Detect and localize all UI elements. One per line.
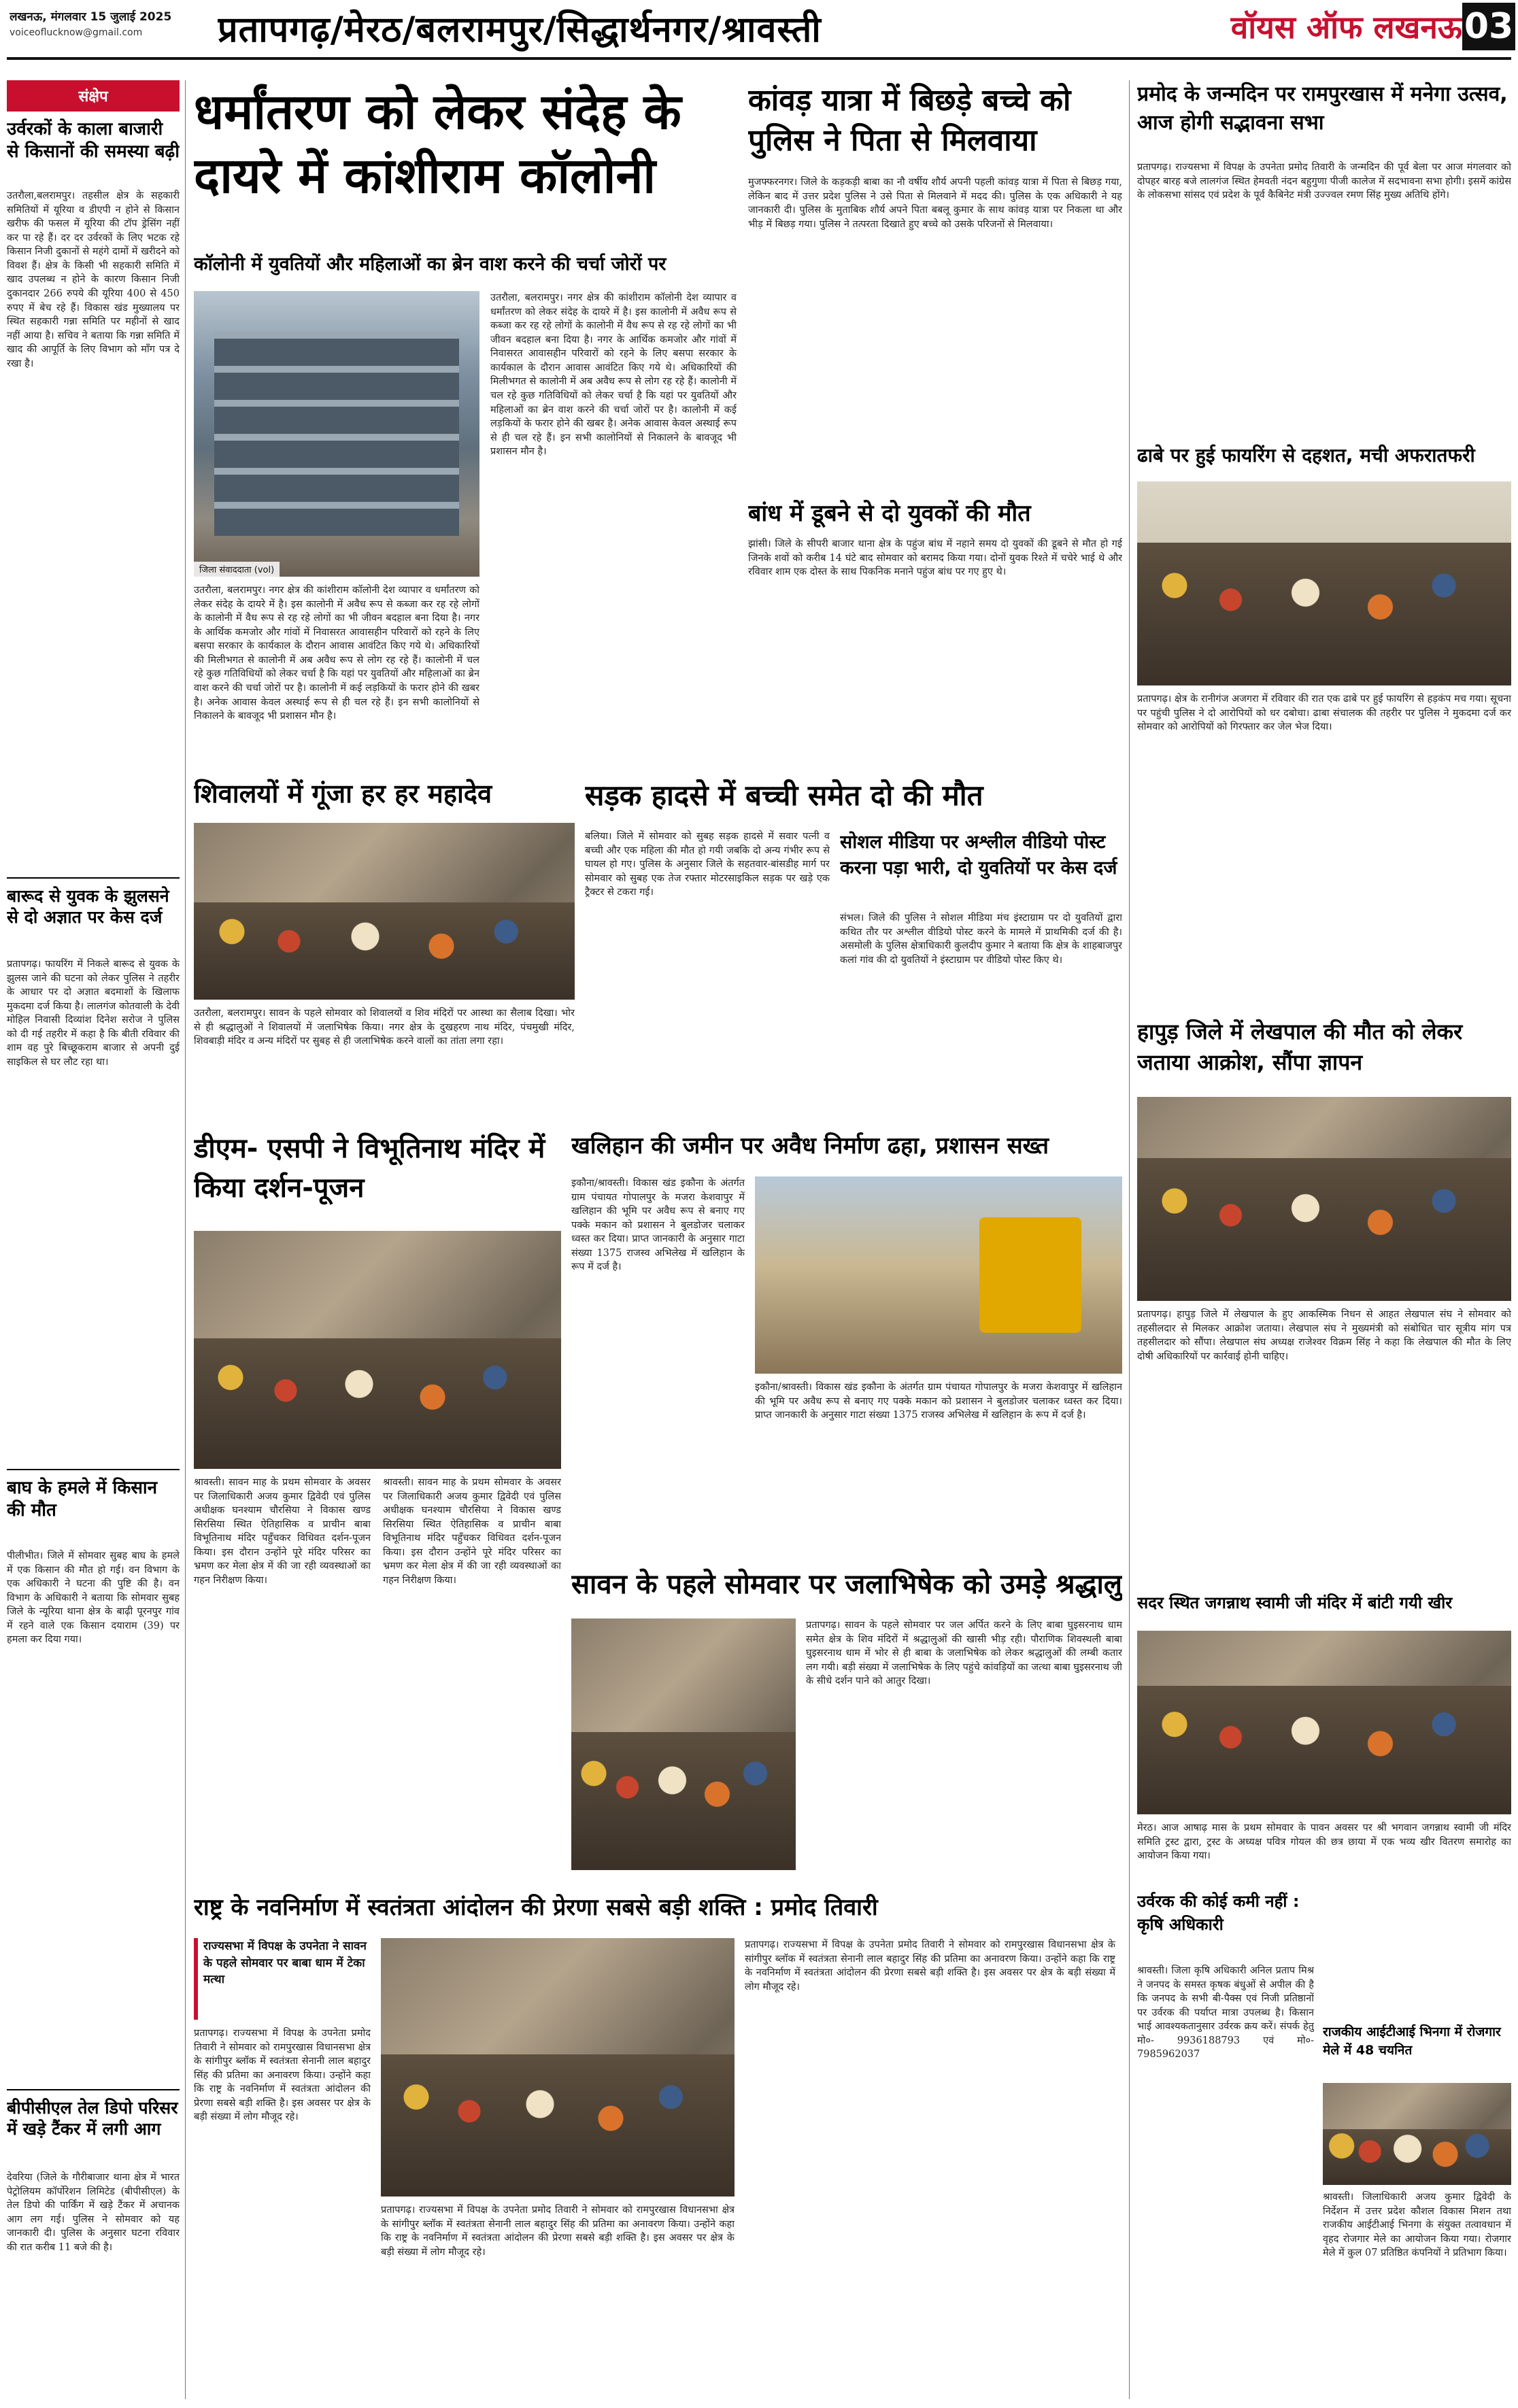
shivalaya-photo bbox=[194, 823, 575, 1000]
iti-body: श्रावस्ती। जिलाधिकारी अजय कुमार द्विवेदी के निर्देशन में उत्तर प्रदेश कौशल विकास मिशन तथा राजकीय आईटीआई भिनगा के संयुक्त तत्वावधान में वृहद रोजगार मेले का आयोजन किया गया। रोजगार मेले में कुल 07 प्रतिष्ठित कंपनियों ने प्रतिभाग किया। bbox=[1323, 2192, 1511, 2259]
lead-body-col2: उतरौला, बलरामपुर। नगर क्षेत्र की कांशीराम कॉलोनी देश व्यापार व धर्मांतरण को लेकर संदेह के दायरे में है। इस कालोनी में अवैध रूप से कब्जा कर रह रहे लोगों के कालोनी में वैध रूप से रह रहे लोगों का भी जीवन बदहाल बना दिया है। नगर के आर्थिक कमजोर और गांवों में निवासरत आवासहीन परिवारों को रहने के लिए बसपा सरकार के कार्यकाल के दौरान आवास आवंटित किए गये थे। अधिकारियों की मिलीभगत से कालोनी में अब अवैध रूप से लोग रह रहे हैं। कालोनी में चल रहे कुछ गतिविधियों को लेकर चर्चा है कि यहां पर युवतियों और महिलाओं का ब्रेन वाश करने की चर्चा जोरों पर है। कालोनी में कई लड़कियों के फरार होने की खबर है। अनेक आवास केवल अस्थाई रूप से ही चल रहे हैं। इन सभी कालोनियों से निकालने के बावजूद भी प्रशासन मौन है। bbox=[490, 292, 737, 458]
urvarak-story bbox=[1137, 1890, 1314, 2401]
rashtra-headline: राष्ट्र के नवनिर्माण में स्वतंत्रता आंदोलन की प्रेरणा सबसे बड़ी शक्ति : प्रमोद तिवारी bbox=[194, 1894, 878, 1921]
accident-body: बलिया। जिले में सोमवार को सुबह सड़क हादसे में सवार पत्नी व बच्ची और एक महिला की मौत हो गयी जबकि दो अन्य गंभीर रूप से घायल हो गए। पुलिस के अनुसार जिले के सहतवार-बांसडीह मार्ग पर सोमवार को सुबह एक तेज रफ्तार मोटरसाइकिल सड़क पर खड़े एक ट्रैक्टर से टकरा गई। bbox=[585, 831, 830, 898]
pramod-bday-headline: प्रमोद के जन्मदिन पर रामपुरखास में मनेगा उत्सव, आज होगी सद्भावना सभा bbox=[1137, 82, 1508, 135]
column-divider bbox=[1129, 80, 1130, 2399]
iti-photo bbox=[1323, 2083, 1511, 2185]
khaliyan-body: इकौना/श्रावस्ती। विकास खंड इकौना के अंतर्गत ग्राम पंचायत गोपालपुर के मजरा केशवापुर में खलिहान की भूमि पर अवैध रूप से बनाए गए पक्के मकान को प्रशासन ने बुलडोजर चलाकर ध्वस्त कर दिया। प्राप्त जानकारी के अनुसार गाटा संख्या 1375 राजस्व अभिलेख में खलिहान के रूप में दर्ज है। bbox=[571, 1178, 745, 1273]
kanwar-story bbox=[748, 80, 1122, 488]
vibhutinath-photo bbox=[194, 1231, 561, 1469]
iti-story bbox=[1323, 2023, 1511, 2401]
sawan-headline: सावन के पहले सोमवार पर जलाभिषेक को उमड़े श्रद्धालु bbox=[571, 1569, 1122, 1600]
brief-1-title: उर्वरकों के काला बाजारी से किसानों की समस्या बढ़ी bbox=[7, 119, 180, 162]
brief-divider bbox=[7, 1469, 180, 1470]
shivalaya-headline: शिवालयों में गूंजा हर हर महादेव bbox=[194, 779, 492, 809]
sadar-photo bbox=[1137, 1631, 1511, 1814]
hapur-headline: हापुड़ जिले में लेखपाल की मौत को लेकर जताया आक्रोश, सौंपा ज्ञापन bbox=[1137, 1019, 1463, 1075]
dhaba-headline: ढाबे पर हुई फायरिंग से दहशत, मची अफरातफरी bbox=[1137, 444, 1475, 467]
building-shape bbox=[214, 332, 459, 536]
sawan-story bbox=[571, 1564, 1122, 1877]
brief-4-title: बीपीसीएल तेल डिपो परिसर में खड़े टैंकर में लगी आग bbox=[7, 2098, 178, 2139]
rashtra-body: प्रतापगढ़। राज्यसभा में विपक्ष के उपनेता प्रमोद तिवारी ने सोमवार को रामपुरखास विधानसभा क्षेत्र के सांगीपुर ब्लॉक में स्वतंत्रता सेनानी लाल बहादुर सिंह की प्रतिमा का अनावरण किया। उन्होंने कहा कि राष्ट्र के नवनिर्माण में स्वतंत्रता आंदोलन की प्रेरणा सबसे बड़ी शक्ति है। इस अवसर पर क्षेत्र के बड़ी संख्या में लोग मौजूद रहे। bbox=[194, 2028, 371, 2123]
accident-story bbox=[585, 775, 1122, 1115]
urvarak-body: श्रावस्ती। जिला कृषि अधिकारी अनिल प्रताप मिश्र ने जनपद के समस्त कृषक बंधुओं से अपील की है कि जनपद के सभी बी-पैक्स एवं निजी प्रतिष्ठानों पर उर्वरक की पर्याप्त मात्रा उपलब्ध है। किसान भाई आवश्यकतानुसार उर्वरक क्रय करें। संपर्क हेतु मो०- 9936188793 एवं मो०- 7985962037 bbox=[1137, 1965, 1314, 2061]
brief-3-body: पीलीभीत। जिले में सोमवार सुबह बाघ के हमले में एक किसान की मौत हो गई। वन विभाग के एक अधिकारी ने घटना की पुष्टि की है। वन विभाग के अधिकारी ने बताया कि सोमवार सुबह जिले के न्यूरिया थाना क्षेत्र के बाढ़ी पूरनपुर गांव में रहने वाले एक किसान दयाराम (39) पर हमला कर दिया गया। bbox=[7, 1550, 180, 1646]
khaliyan-headline: खलिहान की जमीन पर अवैध निर्माण ढहा, प्रशासन सख्त bbox=[571, 1132, 1049, 1159]
brief-1-body: उतरौला,बलरामपुर। तहसील क्षेत्र के सहकारी समितियों में यूरिया व डीएपी न होने से किसान खरीफ की फसल में यूरिया की टॉप ड्रेसिंग नहीं कर पा रहे हैं। दर दर उर्वरकों के लिए भटक रहे किसान निजी दुकानों से महंगे दामों में खरीदने को विवश हैं। क्षेत्र के किसी भी सहकारी समिति में खाद उपलब्ध न होने के कारण किसान निजी दुकानदार 266 रुपये की यूरिया 400 से 450 रुपए में बेच रहे हैं। विकास खंड मुख्यालय पर स्थित सहकारी गन्ना समिति पर महीनों से खाद नहीं आया है। सचिव ने बताया कि गन्ना समिति में खाद की आपूर्ति के लिए विभाग को माँग पत्र दे रखा है। bbox=[7, 190, 180, 369]
vibhutinath-headline: डीएम- एसपी ने विभूतिनाथ मंदिर में किया दर्शन-पूजन bbox=[194, 1133, 545, 1204]
lead-body-col1: उतरौला, बलरामपुर। नगर क्षेत्र की कांशीराम कॉलोनी देश व्यापार व धर्मांतरण को लेकर संदेह के दायरे में है। इस कालोनी में अवैध रूप से कब्जा कर रह रहे लोगों के कालोनी में वैध रूप से रह रहे लोगों का भी जीवन बदहाल बना दिया है। नगर के आर्थिक कमजोर और गांवों में निवासरत आवासहीन परिवारों को रहने के लिए बसपा सरकार के कार्यकाल के दौरान आवास आवंटित किए गये थे। अधिकारियों की मिलीभगत से कालोनी में अब अवैध रूप से लोग रह रहे हैं। कालोनी में चल रहे कुछ गतिविधियों को लेकर चर्चा है कि यहां पर युवतियों और महिलाओं का ब्रेन वाश करने की चर्चा जोरों पर है। कालोनी में कई लड़कियों के फरार होने की खबर है। अनेक आवास केवल अस्थाई रूप से ही चल रहे हैं। इन सभी कालोनियों से निकालने के बावजूद भी प्रशासन मौन है। bbox=[194, 585, 479, 722]
pramod-bday-story bbox=[1137, 80, 1511, 434]
hapur-photo bbox=[1137, 1097, 1511, 1301]
brief-label: संक्षेप bbox=[7, 80, 180, 112]
iti-headline: राजकीय आईटीआई भिनगा में रोजगार मेले में 48 चयनित bbox=[1323, 2024, 1501, 2058]
lead-headline: धर्मांतरण को लेकर संदेह के दायरे में कांशीराम कॉलोनी bbox=[194, 83, 681, 204]
dam-body: झांसी। जिले के सीपरी बाजार थाना क्षेत्र के पहुंज बांध में नहाने समय दो युवकों की डूबने से मौत हो गई जिनके शवों को करीब 14 घंटे बाद सोमवार को बरामद किया गया। दोनों युवक रिश्ते में चचेरे भाई थे और रविवार शाम एक दोस्त के साथ पिकनिक मनाने पहुंज बांध पर गए हुए थे। bbox=[748, 539, 1122, 578]
page-number: 03 bbox=[1462, 3, 1515, 50]
rashtra-story bbox=[194, 1890, 1122, 2401]
dhaba-photo bbox=[1137, 481, 1511, 685]
hapur-body: प्रतापगढ़। हापुड़ जिले में लेखपाल के हुए आकस्मिक निधन से आहत लेखपाल संघ ने सोमवार को तहसीलदार से मिलकर आक्रोश जताया। लेखपाल संघ ने मुख्यमंत्री को संबोधित चार सूत्रीय मांग पत्र तहसीलदार को सौंपा। लेखपाल संघ अध्यक्ष राजेश्वर विक्रम सिंह ने कहा कि लेखपाल की मौत के लिए दोषी अधिकारियों पर कार्रवाई होनी चाहिए। bbox=[1137, 1309, 1511, 1362]
khaliyan-photo bbox=[755, 1176, 1122, 1374]
sawan-body: प्रतापगढ़। सावन के पहले सोमवार पर जल अर्पित करने के लिए बाबा घुइसरनाथ धाम समेत क्षेत्र के शिव मंदिरों में श्रद्धालुओं की खासी भीड़ रही। पौराणिक शिवस्थली बाबा घुइसरनाथ धाम में भोर से ही बाबा के जलाभिषेक को लेकर श्रद्धालुओं की लम्बी कतार लग गयी। बड़ी संख्या में जलाभिषेक के लिए पहुंचे कांवड़ियों का जत्था बाबा घुइसरनाथ जी के सीधे दर्शन पाने को आतुर दिखा। bbox=[806, 1620, 1122, 1687]
vibhutinath-story bbox=[194, 1129, 561, 1877]
bulldozer-shape bbox=[979, 1217, 1081, 1333]
brief-sidebar bbox=[7, 80, 180, 2399]
rashtra-photo bbox=[381, 1938, 735, 2197]
column-divider bbox=[185, 80, 186, 2399]
brief-3-title: बाघ के हमले में किसान की मौत bbox=[7, 1478, 158, 1521]
lead-photo bbox=[194, 291, 479, 577]
lead-subhead: कॉलोनी में युवतियों और महिलाओं का ब्रेन वाश करने की चर्चा जोरों पर bbox=[194, 254, 667, 275]
brief-2-body: प्रतापगढ़। फायरिंग में निकले बारूद से युवक के झुलस जाने की घटना को लेकर पुलिस ने तहरीर के आधार पर दो अज्ञात बदमाशों के खिलाफ मुकदमा दर्ज किया है। लालगंज कोतवाली के देवी मोहिल निवासी दिव्यांश दिनेश सरोज ने पुलिस को दी गई तहरीर में कहा है कि बीती रविवार की शाम वह पुरे बिच्छूकराम बाजार से अपनी दुई साइकिल से घर लौट रहा था। bbox=[7, 959, 180, 1068]
brief-4-body: देवरिया (जिले के गौरीबाजार थाना क्षेत्र में भारत पेट्रोलियम कॉर्पोरेशन लिमिटेड (बीपीसीएल) के तेल डिपो की पार्किंग में खड़े टैंकर में अचानक आग लग गई। पुलिस ने सोमवार को यह जानकारी दी। पुलिस के अनुसार घटना रविवार की रात करीब 11 बजे की है। bbox=[7, 2172, 180, 2253]
dateline: लखनऊ, मंगलवार 15 जुलाई 2025 bbox=[10, 10, 172, 24]
masthead bbox=[0, 0, 1518, 75]
sadar-body: मेरठ। आज आषाढ़ मास के प्रथम सोमवार के पावन अवसर पर श्री भगवान जगन्नाथ स्वामी जी मंदिर समिति ट्रस्ट द्वारा, ट्रस्ट के अध्यक्ष पवित्र गोयल की छत्र छाया में एक भव्य खीर वितरण समारोह का आयोजन किया गया। bbox=[1137, 1822, 1511, 1862]
kanwar-body: मुजफ्फरनगर। जिले के कड़कड़ी बाबा का नौ वर्षीय शौर्य अपनी पहली कांवड़ यात्रा में पिता से बिछड़ गया, लेकिन बाद में उत्तर प्रदेश पुलिस ने उसे पिता से मिलवाने में मदद की। पुलिस के एक अधिकारी ने यह जानकारी दी। पुलिस के मुताबिक शौर्य अपने पिता बबलू कुमार के साथ कांवड़ यात्रा पर निकला था और भीड़ में बिछड़ गया। पुलिस ने तत्परता दिखाते हुए बच्चे को उसके परिजनों से मिलवाया। bbox=[748, 177, 1122, 230]
lead-photo-caption: जिला संवाददाता (vol) bbox=[194, 562, 280, 577]
rashtra-body-col3: प्रतापगढ़। राज्यसभा में विपक्ष के उपनेता प्रमोद तिवारी ने सोमवार को रामपुरखास विधानसभा क्षेत्र के सांगीपुर ब्लॉक में स्वतंत्रता सेनानी लाल बहादुर सिंह की प्रतिमा का अनावरण किया। उन्होंने कहा कि राष्ट्र के नवनिर्माण में स्वतंत्रता आंदोलन की प्रेरणा सबसे बड़ी शक्ति है। इस अवसर पर क्षेत्र के बड़ी संख्या में लोग मौजूद रहे। bbox=[745, 1939, 1115, 1992]
paper-name: वॉयस ऑफ लखनऊ bbox=[1230, 9, 1462, 46]
masthead-rule bbox=[7, 57, 1511, 60]
kanwar-headline: कांवड़ यात्रा में बिछड़े बच्चे को पुलिस ने पिता से मिलवाया bbox=[748, 83, 1071, 158]
masthead-email: voiceoflucknow@gmail.com bbox=[10, 27, 143, 38]
brief-2-title: बारूद से युवक के झुलसने से दो अज्ञात पर केस दर्ज bbox=[7, 886, 169, 928]
region-banner: प्रतापगढ़/मेरठ/बलरामपुर/सिद्धार्थनगर/श्रावस्ती bbox=[218, 10, 822, 50]
dhaba-body: प्रतापगढ़। क्षेत्र के रानीगंज अजगरा में रविवार की रात एक ढाबे पर हुई फायरिंग से हड़कंप मच गया। सूचना पर पहुंची पुलिस ने दो आरोपियों को धर दबोचा। ढाबा संचालक की तहरीर पर पुलिस ने मुकदमा दर्ज कर सोमवार को आरोपियों को गिरफ्तार कर जेल भेज दिया। bbox=[1137, 694, 1511, 733]
rashtra-body-col2: प्रतापगढ़। राज्यसभा में विपक्ष के उपनेता प्रमोद तिवारी ने सोमवार को रामपुरखास विधानसभा क्षेत्र के सांगीपुर ब्लॉक में स्वतंत्रता सेनानी लाल बहादुर सिंह की प्रतिमा का अनावरण किया। उन्होंने कहा कि राष्ट्र के नवनिर्माण में स्वतंत्रता आंदोलन की प्रेरणा सबसे बड़ी शक्ति है। इस अवसर पर क्षेत्र के बड़ी संख्या में लोग मौजूद रहे। bbox=[381, 2205, 735, 2258]
vibhutinath-body: श्रावस्ती। सावन माह के प्रथम सोमवार के अवसर पर जिलाधिकारी अजय कुमार द्विवेदी एवं पुलिस अधीक्षक घनश्याम चौरसिया ने विकास खण्ड सिरसिया स्थित ऐतिहासिक व प्राचीन बाबा विभूतिनाथ मंदिर पहुँचकर विधिवत दर्शन-पूजन किया। इस दौरान उन्होंने पूरे मंदिर परिसर का भ्रमण कर मेला क्षेत्र में की जा रही व्यवस्थाओं का गहन निरीक्षण किया। bbox=[194, 1477, 371, 1587]
dam-headline: बांध में डूबने से दो युवकों की मौत bbox=[748, 500, 1031, 527]
social-body: संभल। जिले की पुलिस ने सोशल मीडिया मंच इंस्टाग्राम पर दो युवतियों द्वारा कथित तौर पर अश्लील वीडियो पोस्ट करने के मामले में प्राथमिकी दर्ज की है। असमोली के पुलिस क्षेत्राधिकारी कुलदीप कुमार ने बताया कि क्षेत्र के शाहबाजपुर कलां गांव की दो युवतियों ने इंस्टाग्राम पर वीडियो पोस्ट किए थे। bbox=[840, 913, 1122, 966]
lead-story bbox=[194, 80, 738, 767]
khaliyan-body-col2: इकौना/श्रावस्ती। विकास खंड इकौना के अंतर्गत ग्राम पंचायत गोपालपुर के मजरा केशवापुर में खलिहान की भूमि पर अवैध रूप से बनाए गए पक्के मकान को प्रशासन ने बुलडोजर चलाकर ध्वस्त कर दिया। प्राप्त जानकारी के अनुसार गाटा संख्या 1375 राजस्व अभिलेख में खलिहान के रूप में दर्ज है। bbox=[755, 1382, 1122, 1421]
vibhutinath-body-col2: श्रावस्ती। सावन माह के प्रथम सोमवार के अवसर पर जिलाधिकारी अजय कुमार द्विवेदी एवं पुलिस अधीक्षक घनश्याम चौरसिया ने विकास खण्ड सिरसिया स्थित ऐतिहासिक व प्राचीन बाबा विभूतिनाथ मंदिर पहुँचकर विधिवत दर्शन-पूजन किया। इस दौरान उन्होंने पूरे मंदिर परिसर का भ्रमण कर मेला क्षेत्र में की जा रही व्यवस्थाओं का गहन निरीक्षण किया। bbox=[383, 1477, 561, 1587]
dam-story bbox=[748, 496, 1122, 768]
shivalaya-body: उतरौला, बलरामपुर। सावन के पहले सोमवार को शिवालयों व शिव मंदिरों पर आस्था का सैलाब दिखा। भोर से ही श्रद्धालुओं ने शिवालयों में जलाभिषेक किया। नगर क्षेत्र के दुखहरण नाथ मंदिर, पंचमुखी मंदिर, शिवबाड़ी मंदिर व अन्य मंदिरों पर सुबह से ही जलाभिषेक करने वालों का तांता लगा रहा। bbox=[194, 1008, 575, 1047]
urvarak-headline: उर्वरक की कोई कमी नहीं : कृषि अधिकारी bbox=[1137, 1892, 1300, 1934]
khaliyan-story bbox=[571, 1129, 1122, 1550]
dhaba-story bbox=[1137, 442, 1511, 1006]
pramod-bday-body: प्रतापगढ़। राज्यसभा में विपक्ष के उपनेता प्रमोद तिवारी के जन्मदिन की पूर्व बेला पर आज मंगलवार को दोपहर बारह बजे लालगंज स्थित हेमवती नंदन बहुगुणा पीजी कालेज में सदभावना सभा होगी। इसमें कांग्रेस के लोकसभा सांसद एवं प्रदेश के पूर्व कैबिनेट मंत्री उज्ज्वल रमण सिंह मुख्य अतिथि होंगे। bbox=[1137, 162, 1511, 201]
hapur-story bbox=[1137, 1017, 1511, 1581]
sawan-photo bbox=[571, 1618, 796, 1870]
social-headline: सोशल मीडिया पर अश्लील वीडियो पोस्ट करना पड़ा भारी, दो युवतियों पर केस दर्ज bbox=[840, 832, 1117, 879]
brief-divider bbox=[7, 2089, 180, 2090]
accident-headline: सड़क हादसे में बच्ची समेत दो की मौत bbox=[585, 779, 983, 812]
sadar-headline: सदर स्थित जगन्नाथ स्वामी जी मंदिर में बांटी गयी खीर bbox=[1137, 1593, 1453, 1612]
brief-divider bbox=[7, 877, 180, 879]
shivalaya-story bbox=[194, 775, 575, 1115]
rashtra-bullet: राज्यसभा में विपक्ष के उपनेता ने सावन के पहले सोमवार पर बाबा धाम में टेका मत्था bbox=[194, 1938, 371, 2020]
